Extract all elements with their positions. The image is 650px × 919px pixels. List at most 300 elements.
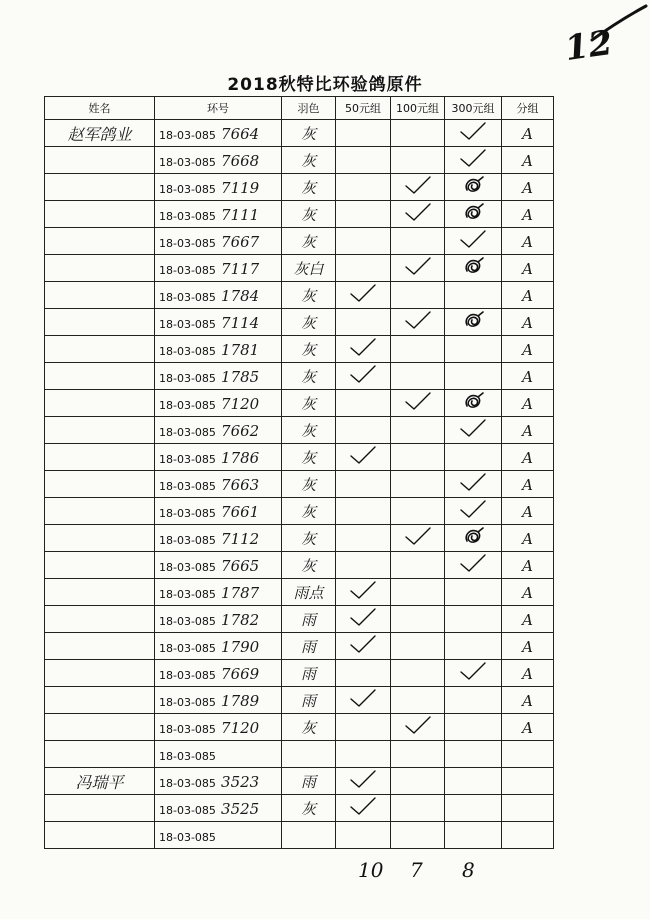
owner-name-cell: [45, 687, 155, 714]
page-number: 12: [562, 22, 615, 70]
header-color: 羽色: [282, 97, 336, 120]
group-letter: A: [522, 664, 533, 683]
g100-cell: [391, 579, 445, 606]
feather-color: 雨: [300, 664, 316, 683]
table-row: [45, 606, 554, 633]
group-cell: [502, 498, 554, 525]
ring-prefix: 18-03-085: [159, 155, 216, 169]
owner-name-cell: [45, 228, 155, 255]
g100-cell: [391, 174, 445, 201]
group-letter: A: [522, 259, 533, 278]
group-letter: A: [522, 475, 533, 494]
group-cell: [502, 363, 554, 390]
feather-color-cell: [282, 390, 336, 417]
g300-cell: [445, 714, 502, 741]
ring-prefix: 18-03-085: [159, 371, 216, 385]
ring-prefix: 18-03-085: [159, 398, 216, 412]
header-name: 姓名: [45, 97, 155, 120]
g50-cell: [336, 174, 391, 201]
ring-suffix: 7662: [221, 421, 260, 440]
group-cell: [502, 552, 554, 579]
group-letter: A: [522, 448, 533, 467]
table-row: [45, 417, 554, 444]
group-cell: [502, 525, 554, 552]
feather-color: 雨: [300, 637, 316, 656]
owner-name-cell: [45, 552, 155, 579]
group-letter: A: [522, 691, 533, 710]
g50-cell: [336, 579, 391, 606]
ring-number-cell: [155, 768, 282, 795]
g300-cell: [445, 606, 502, 633]
group-cell: [502, 579, 554, 606]
group-cell: [502, 795, 554, 822]
group-letter: A: [522, 367, 533, 386]
g100-cell: [391, 417, 445, 444]
group-cell: [502, 336, 554, 363]
feather-color-cell: [282, 714, 336, 741]
check-mark-icon: [348, 336, 378, 358]
g50-cell: [336, 444, 391, 471]
ring-suffix: 1787: [221, 583, 260, 602]
feather-color: 灰: [300, 502, 316, 521]
check-mark-icon: [458, 417, 488, 439]
feather-color-cell: [282, 444, 336, 471]
g300-cell: [445, 498, 502, 525]
g300-cell: [445, 795, 502, 822]
g100-cell: [391, 444, 445, 471]
table-row: [45, 525, 554, 552]
g300-cell: [445, 444, 502, 471]
ring-number-cell: [155, 417, 282, 444]
check-mark-icon: [403, 714, 433, 736]
g300-cell: [445, 768, 502, 795]
ring-number-cell: [155, 147, 282, 174]
table-row: [45, 822, 554, 849]
g100-cell: [391, 201, 445, 228]
group-cell: [502, 606, 554, 633]
ring-number-cell: [155, 228, 282, 255]
owner-name-cell: [45, 390, 155, 417]
ring-prefix: 18-03-085: [159, 560, 216, 574]
g300-cell: [445, 822, 502, 849]
ring-number-cell: [155, 525, 282, 552]
group-letter: A: [522, 178, 533, 197]
g100-cell: [391, 633, 445, 660]
g300-cell: [445, 471, 502, 498]
ring-number-cell: [155, 714, 282, 741]
g300-cell: [445, 363, 502, 390]
ring-prefix: 18-03-085: [159, 479, 216, 493]
table-row: [45, 309, 554, 336]
ring-prefix: 18-03-085: [159, 290, 216, 304]
check-mark-icon: [458, 498, 488, 520]
group-cell: [502, 255, 554, 282]
group-cell: [502, 633, 554, 660]
feather-color: 灰: [300, 178, 316, 197]
ring-number-cell: [155, 201, 282, 228]
group-cell: [502, 768, 554, 795]
table-header-row: [45, 97, 554, 120]
feather-color: 灰: [300, 799, 316, 818]
table-row: [45, 282, 554, 309]
ring-number-cell: [155, 579, 282, 606]
g100-cell: [391, 822, 445, 849]
feather-color-cell: [282, 255, 336, 282]
g100-cell: [391, 687, 445, 714]
feather-color: 灰: [300, 367, 316, 386]
ring-number-cell: [155, 660, 282, 687]
feather-color: 灰: [300, 556, 316, 575]
owner-name-cell: [45, 309, 155, 336]
ring-prefix: 18-03-085: [159, 803, 216, 817]
ring-suffix: 1789: [221, 691, 260, 710]
g100-cell: [391, 741, 445, 768]
group-letter: A: [522, 502, 533, 521]
table-row: [45, 147, 554, 174]
g100-cell: [391, 498, 445, 525]
ring-suffix: 7668: [221, 151, 260, 170]
g300-cell: [445, 309, 502, 336]
registration-table: [44, 96, 554, 849]
ring-suffix: 7120: [221, 718, 260, 737]
feather-color: 灰: [300, 124, 316, 143]
g50-cell: [336, 309, 391, 336]
ring-suffix: 7664: [221, 124, 260, 143]
g100-cell: [391, 336, 445, 363]
feather-color-cell: [282, 201, 336, 228]
ring-number-cell: [155, 606, 282, 633]
feather-color-cell: [282, 498, 336, 525]
g50-cell: [336, 228, 391, 255]
group-cell: [502, 471, 554, 498]
check-mark-icon: [348, 363, 378, 385]
g50-cell: [336, 795, 391, 822]
feather-color-cell: [282, 120, 336, 147]
g100-cell: [391, 120, 445, 147]
scribble-mark-icon: [460, 390, 486, 412]
g300-cell: [445, 390, 502, 417]
feather-color-cell: [282, 687, 336, 714]
check-mark-icon: [403, 201, 433, 223]
g100-cell: [391, 390, 445, 417]
g300-cell: [445, 579, 502, 606]
owner-name-cell: [45, 633, 155, 660]
group-letter: A: [522, 286, 533, 305]
table-row: [45, 336, 554, 363]
table-row: [45, 201, 554, 228]
g300-cell: [445, 741, 502, 768]
ring-number-cell: [155, 498, 282, 525]
owner-name-cell: [45, 363, 155, 390]
owner-name-cell: [45, 471, 155, 498]
owner-name-cell: [45, 282, 155, 309]
check-mark-icon: [348, 444, 378, 466]
ring-number-cell: [155, 471, 282, 498]
feather-color-cell: [282, 552, 336, 579]
ring-suffix: 1781: [221, 340, 260, 359]
feather-color: 灰: [300, 448, 316, 467]
scribble-mark-icon: [460, 255, 486, 277]
ring-prefix: 18-03-085: [159, 236, 216, 250]
feather-color: 灰: [300, 151, 316, 170]
ring-number-cell: [155, 336, 282, 363]
group-cell: [502, 714, 554, 741]
total-g300: 8: [462, 858, 475, 882]
table-row: [45, 552, 554, 579]
g50-cell: [336, 498, 391, 525]
table-row: [45, 363, 554, 390]
feather-color-cell: [282, 822, 336, 849]
check-mark-icon: [348, 633, 378, 655]
group-cell: [502, 120, 554, 147]
g50-cell: [336, 417, 391, 444]
g50-cell: [336, 525, 391, 552]
owner-name-cell: [45, 606, 155, 633]
ring-number-cell: [155, 282, 282, 309]
group-letter: A: [522, 313, 533, 332]
feather-color: 灰: [300, 313, 316, 332]
g300-cell: [445, 120, 502, 147]
g300-cell: [445, 174, 502, 201]
check-mark-icon: [458, 228, 488, 250]
owner-name-cell: [45, 255, 155, 282]
feather-color: 灰白: [293, 259, 324, 278]
group-cell: [502, 741, 554, 768]
group-cell: [502, 309, 554, 336]
ring-number-cell: [155, 309, 282, 336]
scribble-mark-icon: [460, 174, 486, 196]
group-letter: A: [522, 232, 533, 251]
ring-suffix: 7663: [221, 475, 260, 494]
g300-cell: [445, 417, 502, 444]
table-row: [45, 228, 554, 255]
g100-cell: [391, 471, 445, 498]
header-g50: 50元组: [336, 97, 391, 120]
g50-cell: [336, 687, 391, 714]
ring-suffix: 7117: [221, 259, 260, 278]
feather-color-cell: [282, 471, 336, 498]
group-cell: [502, 390, 554, 417]
feather-color-cell: [282, 174, 336, 201]
g50-cell: [336, 336, 391, 363]
group-letter: A: [522, 124, 533, 143]
form-title: 2018秋特比环验鸽原件: [227, 75, 423, 95]
g100-cell: [391, 606, 445, 633]
group-letter: A: [522, 151, 533, 170]
owner-name-cell: [45, 444, 155, 471]
ring-prefix: 18-03-085: [159, 344, 216, 358]
owner-name-cell: [45, 660, 155, 687]
check-mark-icon: [348, 579, 378, 601]
ring-number-cell: [155, 444, 282, 471]
ring-prefix: 18-03-085: [159, 830, 216, 844]
owner-name-cell: [45, 741, 155, 768]
check-mark-icon: [403, 525, 433, 547]
feather-color-cell: [282, 579, 336, 606]
ring-number-cell: [155, 687, 282, 714]
feather-color-cell: [282, 525, 336, 552]
ring-prefix: 18-03-085: [159, 587, 216, 601]
ring-prefix: 18-03-085: [159, 317, 216, 331]
g50-cell: [336, 660, 391, 687]
ring-suffix: 1786: [221, 448, 260, 467]
header-group: 分组: [502, 97, 554, 120]
ring-number-cell: [155, 822, 282, 849]
g300-cell: [445, 336, 502, 363]
group-letter: A: [522, 556, 533, 575]
g50-cell: [336, 255, 391, 282]
owner-name-cell: [45, 579, 155, 606]
feather-color-cell: [282, 768, 336, 795]
feather-color-cell: [282, 363, 336, 390]
check-mark-icon: [348, 606, 378, 628]
ring-prefix: 18-03-085: [159, 128, 216, 142]
ring-prefix: 18-03-085: [159, 722, 216, 736]
ring-number-cell: [155, 255, 282, 282]
owner-name-cell: [45, 120, 155, 147]
feather-color-cell: [282, 606, 336, 633]
ring-prefix: 18-03-085: [159, 452, 216, 466]
feather-color-cell: [282, 795, 336, 822]
feather-color-cell: [282, 228, 336, 255]
owner-name-cell: [45, 174, 155, 201]
g50-cell: [336, 147, 391, 174]
feather-color-cell: [282, 282, 336, 309]
g300-cell: [445, 147, 502, 174]
table-row: [45, 633, 554, 660]
feather-color: 雨: [300, 772, 316, 791]
g300-cell: [445, 687, 502, 714]
feather-color-cell: [282, 309, 336, 336]
g300-cell: [445, 552, 502, 579]
table-row: [45, 444, 554, 471]
table-row: [45, 120, 554, 147]
ring-prefix: 18-03-085: [159, 641, 216, 655]
g100-cell: [391, 795, 445, 822]
owner-name: 赵军鸽业: [67, 124, 132, 144]
ring-suffix: 7669: [221, 664, 260, 683]
owner-name-cell: [45, 336, 155, 363]
ring-prefix: 18-03-085: [159, 506, 216, 520]
ring-number-cell: [155, 633, 282, 660]
group-cell: [502, 147, 554, 174]
group-letter: A: [522, 637, 533, 656]
ring-suffix: 7114: [221, 313, 260, 332]
check-mark-icon: [348, 768, 378, 790]
g50-cell: [336, 471, 391, 498]
feather-color-cell: [282, 336, 336, 363]
g300-cell: [445, 660, 502, 687]
g300-cell: [445, 228, 502, 255]
group-cell: [502, 417, 554, 444]
group-letter: A: [522, 583, 533, 602]
feather-color: 灰: [300, 340, 316, 359]
owner-name-cell: [45, 417, 155, 444]
table-row: [45, 687, 554, 714]
group-letter: A: [522, 529, 533, 548]
g100-cell: [391, 363, 445, 390]
ring-number-cell: [155, 552, 282, 579]
group-cell: [502, 201, 554, 228]
ring-prefix: 18-03-085: [159, 533, 216, 547]
scribble-mark-icon: [460, 201, 486, 223]
group-letter: A: [522, 205, 533, 224]
header-g100: 100元组: [391, 97, 445, 120]
feather-color: 灰: [300, 394, 316, 413]
g100-cell: [391, 255, 445, 282]
g50-cell: [336, 201, 391, 228]
table-row: [45, 741, 554, 768]
owner-name-cell: [45, 525, 155, 552]
group-letter: A: [522, 421, 533, 440]
feather-color: 灰: [300, 286, 316, 305]
g100-cell: [391, 228, 445, 255]
g50-cell: [336, 390, 391, 417]
g100-cell: [391, 714, 445, 741]
g50-cell: [336, 714, 391, 741]
g50-cell: [336, 741, 391, 768]
table-row: [45, 714, 554, 741]
feather-color: 灰: [300, 232, 316, 251]
feather-color: 灰: [300, 529, 316, 548]
ring-suffix: 1785: [221, 367, 260, 386]
g50-cell: [336, 606, 391, 633]
feather-color: 雨点: [293, 583, 324, 602]
ring-prefix: 18-03-085: [159, 263, 216, 277]
feather-color-cell: [282, 633, 336, 660]
feather-color: 灰: [300, 421, 316, 440]
owner-name-cell: [45, 714, 155, 741]
ring-suffix: 1790: [221, 637, 260, 656]
g100-cell: [391, 309, 445, 336]
ring-suffix: 3525: [221, 799, 260, 818]
table-row: [45, 498, 554, 525]
table-row: [45, 471, 554, 498]
group-cell: [502, 174, 554, 201]
ring-number-cell: [155, 174, 282, 201]
group-cell: [502, 822, 554, 849]
owner-name-cell: [45, 768, 155, 795]
owner-name-cell: [45, 822, 155, 849]
group-cell: [502, 444, 554, 471]
g100-cell: [391, 525, 445, 552]
check-mark-icon: [348, 687, 378, 709]
header-ring: 环号: [155, 97, 282, 120]
group-cell: [502, 687, 554, 714]
g100-cell: [391, 282, 445, 309]
ring-prefix: 18-03-085: [159, 614, 216, 628]
ring-suffix: 7665: [221, 556, 260, 575]
check-mark-icon: [348, 282, 378, 304]
check-mark-icon: [403, 309, 433, 331]
scribble-mark-icon: [460, 525, 486, 547]
check-mark-icon: [348, 795, 378, 817]
feather-color-cell: [282, 741, 336, 768]
owner-name-cell: [45, 795, 155, 822]
table-row: [45, 579, 554, 606]
feather-color: 雨: [300, 691, 316, 710]
table-row: [45, 390, 554, 417]
total-g100: 7: [410, 858, 423, 882]
ring-prefix: 18-03-085: [159, 668, 216, 682]
g50-cell: [336, 822, 391, 849]
check-mark-icon: [458, 120, 488, 142]
check-mark-icon: [403, 174, 433, 196]
owner-name-cell: [45, 498, 155, 525]
g50-cell: [336, 282, 391, 309]
table-body: [45, 120, 554, 849]
table-row: [45, 174, 554, 201]
